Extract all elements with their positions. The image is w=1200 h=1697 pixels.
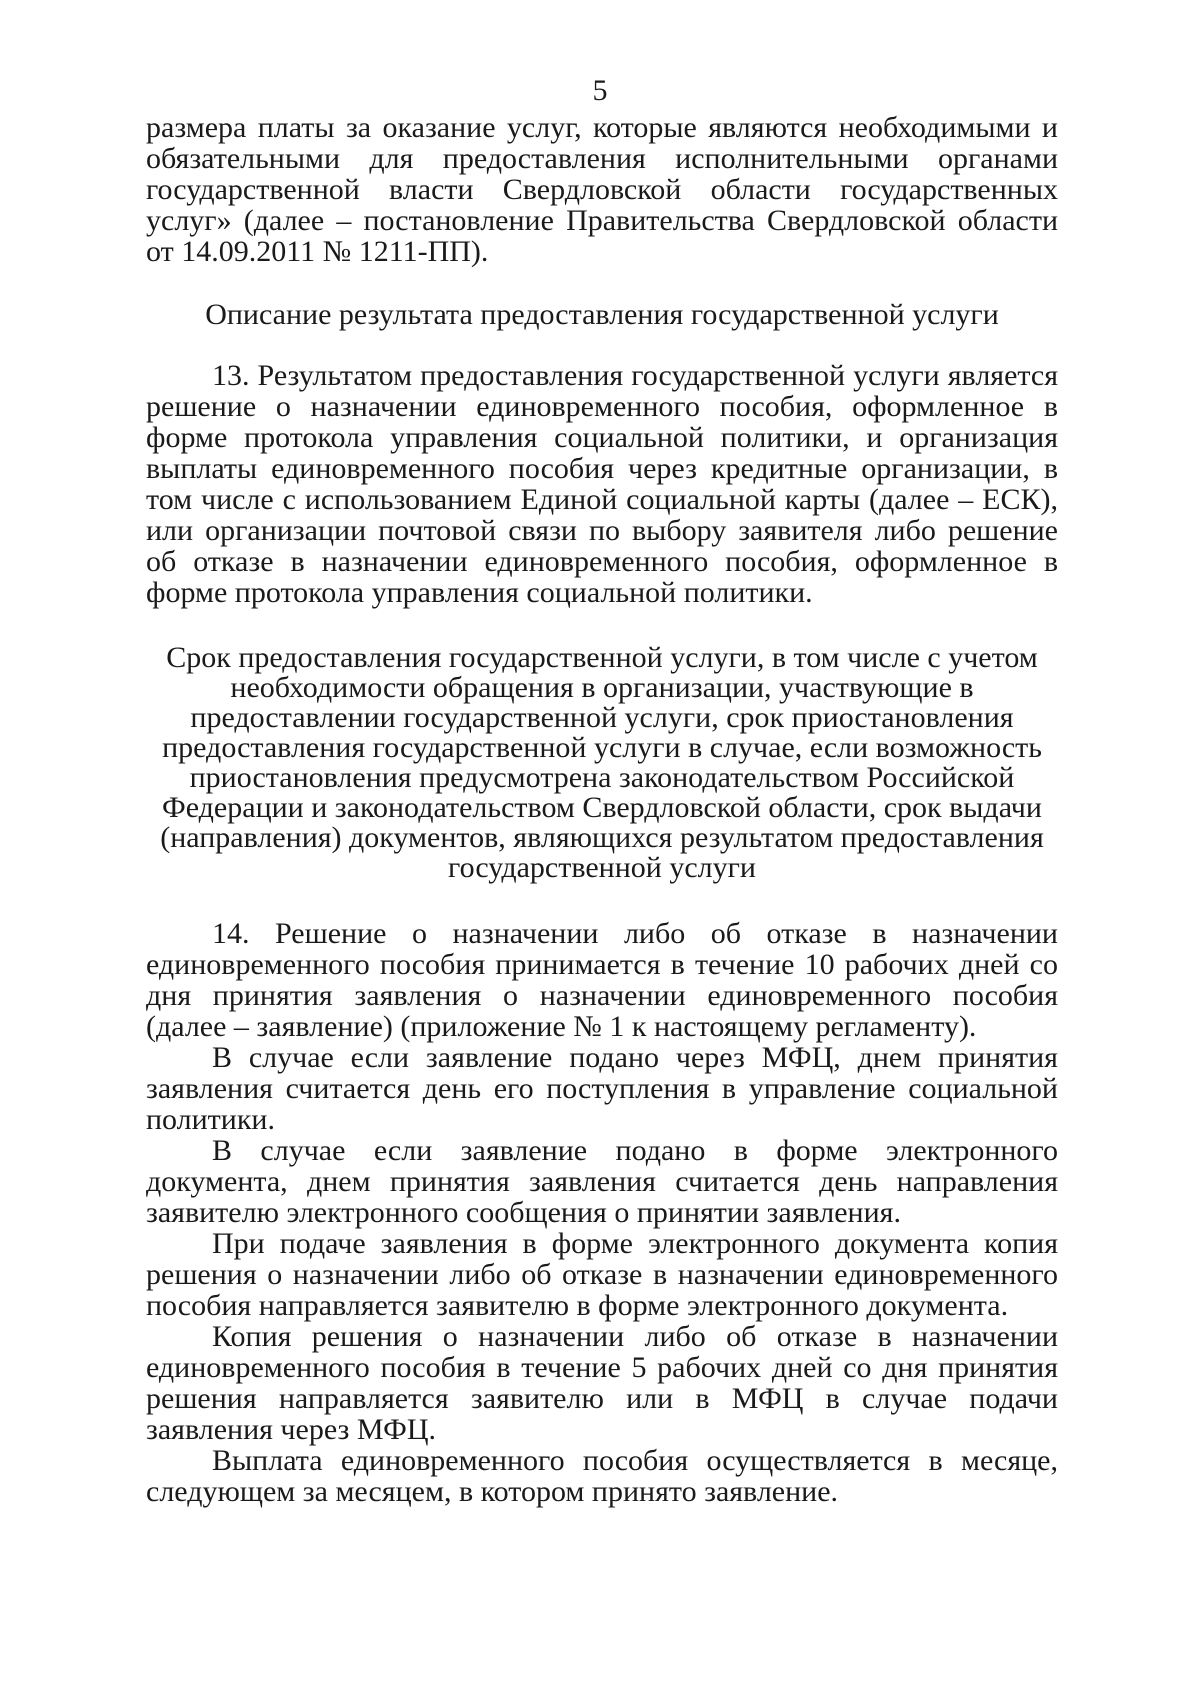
paragraph-14-payment: Выплата единовременного пособия осуществляется в месяце, следующем за месяцем, в котором принято заявление.: [146, 1444, 1058, 1508]
paragraph-14-copy-decision: Копия решения о назначении либо об отказе в назначении единовременного пособия в течение 5 рабочих дней со дня принятия решения направляется заявителю или в МФЦ в случае подачи заявления через МФЦ.: [146, 1320, 1058, 1446]
paragraph-13: 13. Результатом предоставления государственной услуги является решение о назначении единовременного пособия, оформленное в форме протокола управления социальной политики, и организация выплаты единовременного пособия через кредитные организации, в том числе с использованием Единой социальной карты (далее – ЕСК), или организации почтовой связи по выбору заявителя либо решение об отказе в назначении единовременного пособия, оформленное в форме протокола управления социальной политики.: [146, 359, 1058, 609]
paragraph-14-electronic: В случае если заявление подано в форме электронного документа, днем принятия заявления считается день направления заявителю электронного сообщения о принятии заявления.: [146, 1134, 1058, 1229]
document-body: [146, 112, 1058, 1507]
section-heading-term: Срок предоставления государственной услуги, в том числе с учетом необходимости обращения в организации, участвующие в предоставлении государственной услуги, срок приостановления предоставления государственной услуги в случае, если возможность приостановления предусмотрена законодательством Российской Федерации и законодательством Свердловской области, срок выдачи (направления) документов, являющихся результатом предоставления государственной услуги: [160, 641, 1044, 884]
page-number: 5: [592, 74, 608, 107]
paragraph-14-mfc: В случае если заявление подано через МФЦ, днем принятия заявления считается день его поступления в управление социальной политики.: [146, 1041, 1058, 1136]
paragraph-14-copy-electronic: При подаче заявления в форме электронного документа копия решения о назначении либо об отказе в назначении единовременного пособия направляется заявителю в форме электронного документа.: [146, 1227, 1058, 1322]
section-heading-result: Описание результата предоставления государственной услуги: [205, 298, 999, 331]
paragraph-continuation: размера платы за оказание услуг, которые являются необходимыми и обязательными для предоставления исполнительными органами государственной власти Свердловской области государственных услуг» (далее – постановление Правительства Свердловской области от 14.09.2011 № 1211-ПП).: [146, 111, 1058, 268]
paragraph-14: 14. Решение о назначении либо об отказе в назначении единовременного пособия принимается в течение 10 рабочих дней со дня принятия заявления о назначении единовременного пособия (далее – заявление) (приложение № 1 к настоящему регламенту).: [146, 917, 1058, 1043]
